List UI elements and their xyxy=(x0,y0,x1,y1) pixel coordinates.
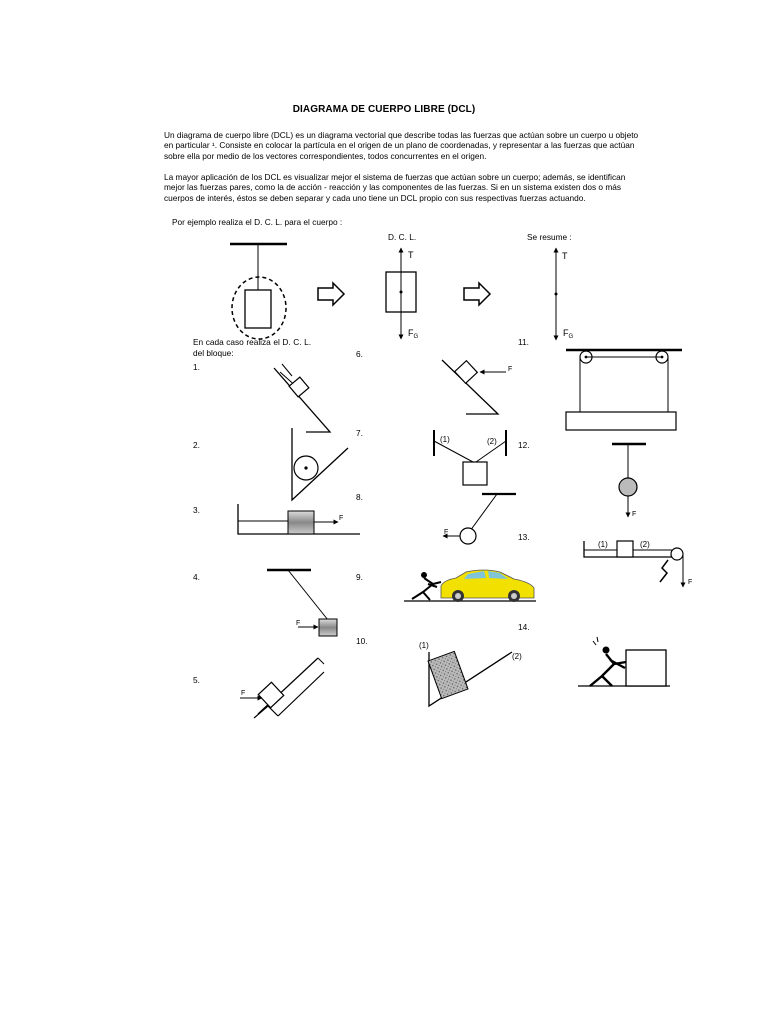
figure-13 xyxy=(584,540,692,587)
arrow-icon xyxy=(464,283,490,305)
person-pushing-icon xyxy=(590,637,626,686)
intro-paragraph-1: Un diagrama de cuerpo libre (DCL) es un diagrama vectorial que describe todas las fuerzas que actúan sobre un cuerpo u objeto en particular ¹. Consiste en colocar la partícula en el origen de un plano de coordenadas, y representar a las fuerzas que actúan sobre ella por medio de los vectores correspondientes, todos concurrentes en el origen. xyxy=(164,130,639,161)
arrow-icon xyxy=(318,283,344,305)
figure-6 xyxy=(442,360,512,414)
svg-text:F: F xyxy=(296,620,301,627)
figure-7 xyxy=(434,430,506,485)
svg-text:F: F xyxy=(508,366,513,373)
figure-3 xyxy=(238,504,360,534)
figure-9 xyxy=(404,570,536,602)
figure-11 xyxy=(566,350,682,430)
person-pushing-icon xyxy=(412,572,441,600)
car-icon xyxy=(441,570,534,602)
exercise-number-14: 14. xyxy=(518,622,530,632)
svg-text:F: F xyxy=(688,579,693,586)
figure-8 xyxy=(443,494,516,544)
svg-text:(1): (1) xyxy=(419,641,429,650)
svg-text:F: F xyxy=(632,511,637,518)
svg-text:(2): (2) xyxy=(487,437,497,446)
exercise-number-7: 7. xyxy=(356,428,363,438)
svg-text:(2): (2) xyxy=(640,540,650,549)
figure-5 xyxy=(240,658,324,718)
svg-text:F: F xyxy=(241,690,246,697)
exercise-number-3: 3. xyxy=(193,505,200,515)
exercise-instruction: En cada caso realiza el D. C. L. del bloque: xyxy=(193,337,311,358)
example-summary xyxy=(555,248,574,340)
summary-label: Se resume : xyxy=(527,232,572,242)
figure-12 xyxy=(612,444,646,518)
example-dcl xyxy=(386,248,419,340)
intro-paragraph-2: La mayor aplicación de los DCL es visualizar mejor el sistema de fuerzas que actúan sobre un cuerpo; además, se identifican mejor las fuerzas pares, como la de acción - reacción y las componentes de las fuerzas. Si en un sistema existen dos o más cuerpos de interés, éstos se deben separar y cada uno tiene un DCL propio con sus respectivas fuerzas actuando. xyxy=(164,172,626,203)
svg-text:F: F xyxy=(444,529,449,536)
exercise-number-4: 4. xyxy=(193,572,200,582)
figure-2 xyxy=(292,428,348,500)
example-hanging-block xyxy=(230,244,287,339)
exercise-number-1: 1. xyxy=(193,362,200,372)
exercise-number-11: 11. xyxy=(518,337,529,347)
page-title: DIAGRAMA DE CUERPO LIBRE (DCL) xyxy=(292,104,476,115)
exercise-number-13: 13. xyxy=(518,532,530,542)
exercise-number-2: 2. xyxy=(193,440,200,450)
weight-label: $F_G$ xyxy=(408,328,419,340)
svg-text:(1): (1) xyxy=(440,435,450,444)
intro-paragraph-3: Por ejemplo realiza el D. C. L. para el cuerpo : xyxy=(172,217,343,227)
exercise-number-12: 12. xyxy=(518,440,530,450)
svg-text:(1): (1) xyxy=(598,540,608,549)
svg-text:F: F xyxy=(339,515,344,522)
svg-text:(2): (2) xyxy=(512,652,522,661)
exercise-number-6: 6. xyxy=(356,349,363,359)
dcl-label: D. C. L. xyxy=(388,232,417,242)
tension-label: T xyxy=(408,250,414,260)
exercise-number-5: 5. xyxy=(193,675,200,685)
figure-4 xyxy=(267,570,337,636)
svg-text:T: T xyxy=(562,251,568,261)
figure-10 xyxy=(419,641,522,706)
exercise-number-10: 10. xyxy=(356,636,368,646)
figure-14 xyxy=(578,637,670,686)
exercise-number-8: 8. xyxy=(356,492,363,502)
exercise-number-9: 9. xyxy=(356,572,363,582)
svg-text:FG: $F_G$ xyxy=(563,328,574,340)
figure-1 xyxy=(274,364,330,432)
